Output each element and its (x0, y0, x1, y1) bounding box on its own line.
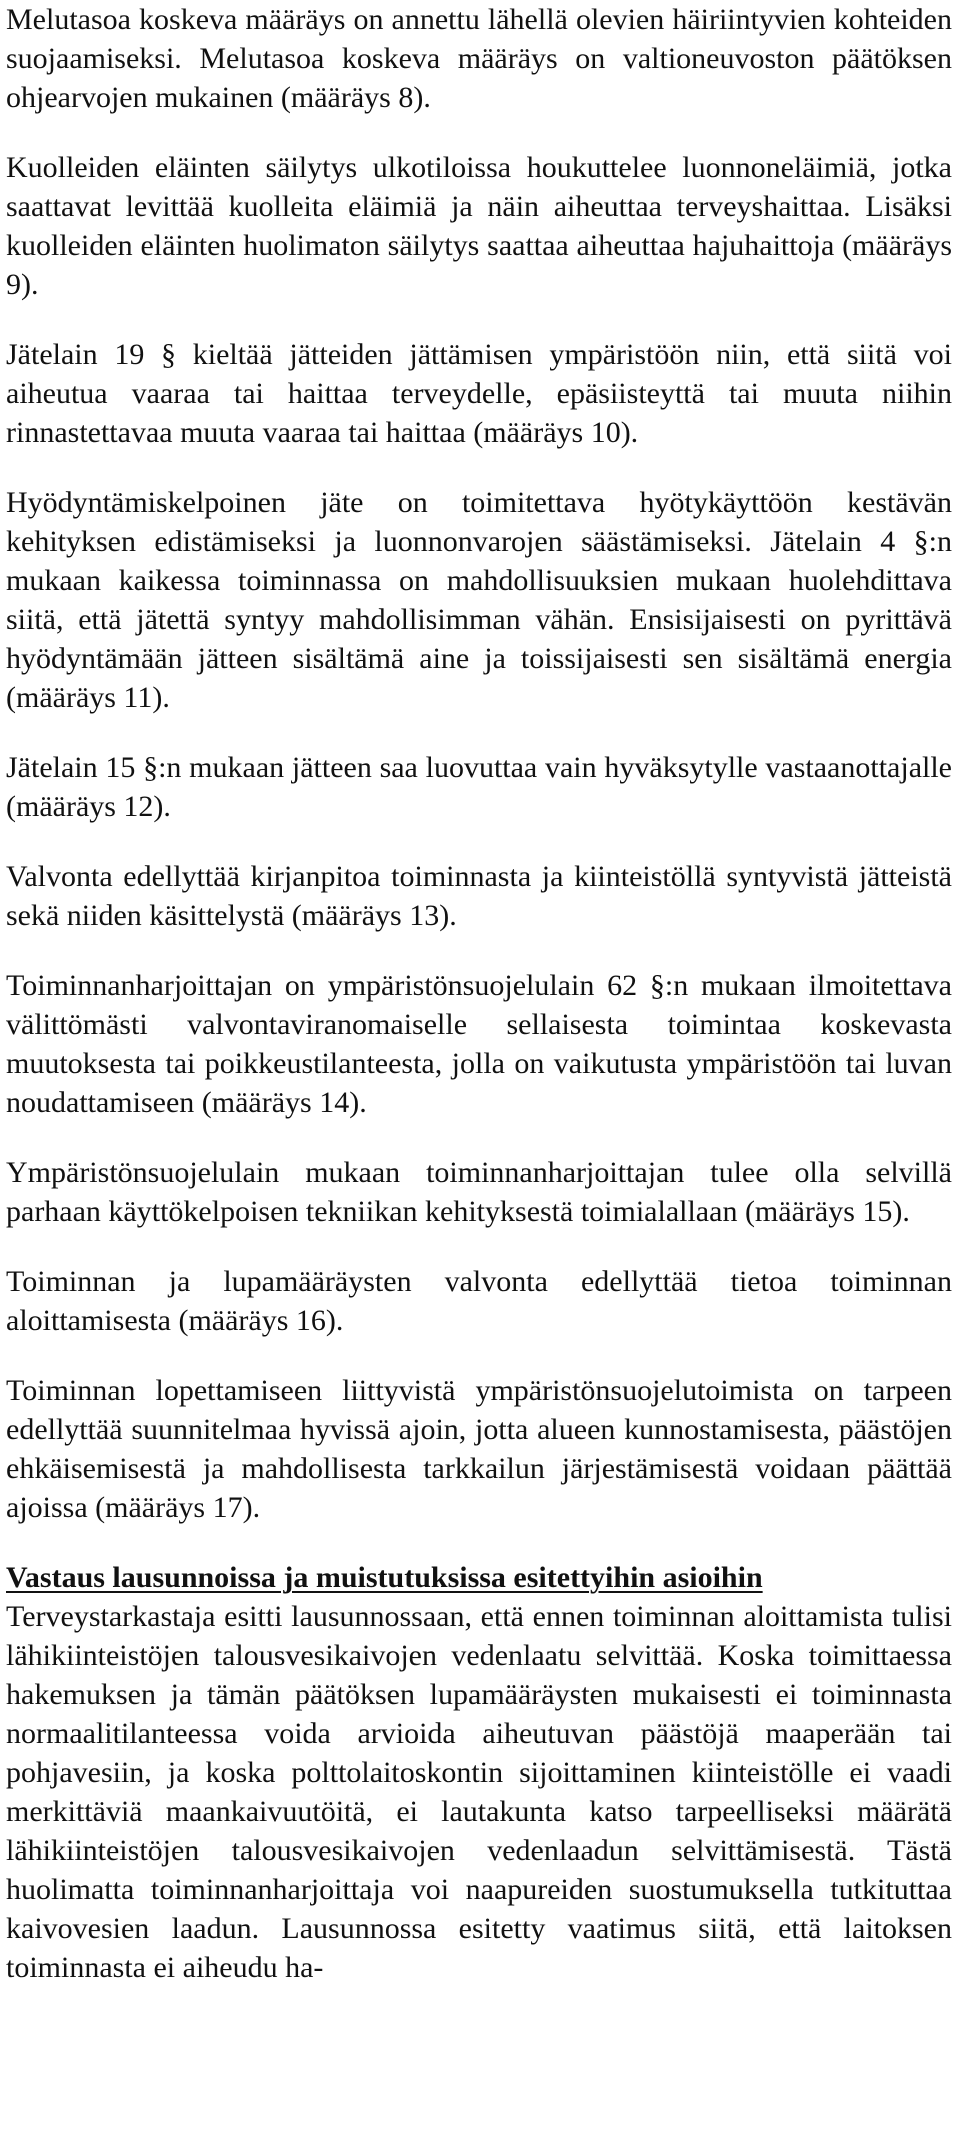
paragraph-spacer (6, 717, 952, 748)
paragraph-dead-animals: Kuolleiden eläinten säilytys ulkotiloissa houkuttelee luonnoneläimiä, jotka saattavat levittää kuolleita eläimiä ja näin aiheuttaa terveyshaittaa. Lisäksi kuolleiden eläinten huolimaton säilytys saattaa aiheuttaa hajuhaittoja (määräys 9). (6, 151, 952, 301)
paragraph-start-of-operation: Toiminnan ja lupamääräysten valvonta edellyttää tietoa toiminnan aloittamisesta (määräys 16). (6, 1265, 952, 1337)
paragraph-best-technique: Ympäristönsuojelulain mukaan toiminnanharjoittajan tulee olla selvillä parhaan käyttökelpoisen tekniikan kehityksestä toimialallaan (määräys 15). (6, 1156, 952, 1228)
paragraph-spacer (6, 1122, 952, 1153)
paragraph-waste-law-15: Jätelain 15 §:n mukaan jätteen saa luovuttaa vain hyväksytylle vastaanottajalle (määräys 12). (6, 751, 952, 823)
paragraph-spacer (6, 304, 952, 335)
paragraph-waste-law-19: Jätelain 19 § kieltää jätteiden jättämisen ympäristöön niin, että siitä voi aiheutua vaaraa tai haittaa terveydelle, epäsiisteyttä tai muuta niihin rinnastettavaa muuta vaaraa tai haittaa (määräys 10). (6, 338, 952, 449)
section-heading: Vastaus lausunnoissa ja muistutuksissa esitettyihin asioihin (6, 1561, 763, 1594)
paragraph-spacer (6, 826, 952, 857)
paragraph-notification-duty: Toiminnanharjoittajan on ympäristönsuojelulain 62 §:n mukaan ilmoitettava välittömästi valvontaviranomaiselle sellaisesta toimintaa koskevasta muutoksesta tai poikkeustilanteesta, jolla on vaikutusta ympäristöön tai luvan noudattamiseen (määräys 14). (6, 969, 952, 1119)
paragraph-spacer (6, 452, 952, 483)
paragraph-bookkeeping: Valvonta edellyttää kirjanpitoa toiminnasta ja kiinteistöllä syntyvistä jätteistä sekä niiden käsittelystä (määräys 13). (6, 860, 952, 932)
paragraph-closing-plan: Toiminnan lopettamiseen liittyvistä ympäristönsuojelutoimista on tarpeen edellyttää suunnitelmaa hyvissä ajoin, jotta alueen kunnostamisesta, päästöjen ehkäisemisestä ja mahdollisesta tarkkailun järjestämisestä voidaan päättää ajoissa (määräys 17). (6, 1374, 952, 1524)
paragraph-noise-limit: Melutasoa koskeva määräys on annettu lähellä olevien häiriintyvien kohteiden suojaamiseksi. Melutasoa koskeva määräys on valtioneuvoston päätöksen ohjearvojen mukainen (määräys 8). (6, 3, 952, 114)
paragraph-spacer (6, 1527, 952, 1558)
paragraph-spacer (6, 117, 952, 148)
paragraph-spacer (6, 1231, 952, 1262)
paragraph-spacer (6, 935, 952, 966)
paragraph-recyclable-waste: Hyödyntämiskelpoinen jäte on toimitettava hyötykäyttöön kestävän kehityksen edistämiseksi ja luonnonvarojen säästämiseksi. Jätelain 4 §:n mukaan kaikessa toiminnassa on mahdollisuuksien mukaan huolehdittava siitä, että jätettä syntyy mahdollisimman vähän. Ensisijaisesti on pyrittävä hyödyntämään jätteen sisältämä aine ja toissijaisesti sen sisältämä energia (määräys 11). (6, 486, 952, 714)
paragraph-spacer (6, 1340, 952, 1371)
paragraph-statement-response: Terveystarkastaja esitti lausunnossaan, että ennen toiminnan aloittamista tulisi lähikiinteistöjen talousvesikaivojen vedenlaatu selvittää. Koska toimittaessa hakemuksen ja tämän päätöksen lupamääräysten mukaisesti ei toiminnasta normaalitilanteessa voida arvioida aiheutuvan päästöjä maaperään tai pohjavesiin, ja koska polttolaitoskontin sijoittaminen kiinteistölle ei vaadi merkittäviä maankaivuutöitä, ei lautakunta katso tarpeelliseksi määrätä lähikiinteistöjen talousvesikaivojen vedenlaadun selvittämisestä. Tästä huolimatta toiminnanharjoittaja voi naapureiden suostumuksella tutkituttaa kaivovesien laadun. Lausunnossa esitetty vaatimus siitä, että laitoksen toiminnasta ei aiheudu ha- (6, 1600, 952, 1984)
